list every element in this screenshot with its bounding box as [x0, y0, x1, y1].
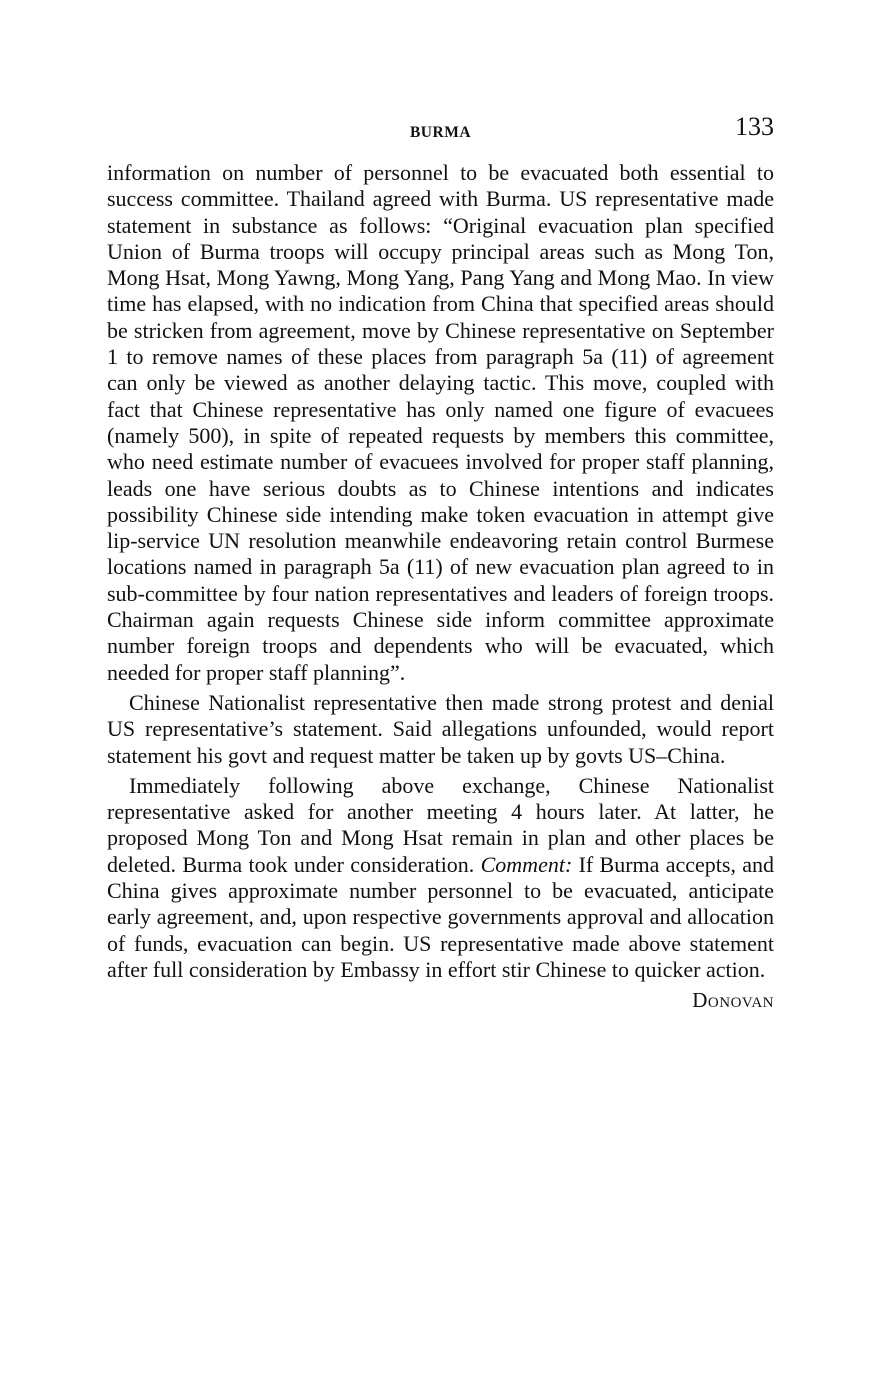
paragraph-3-text-before: Immediately following above exchange, Chinese Nationalist representative asked for another meeting 4 hours later. At latter, he proposed Mong Ton and Mong Hsat remain in plan and other places be deleted. Burma took under consideration. — [107, 772, 774, 877]
running-head: BURMA — [409, 124, 472, 141]
paragraph-1: information on number of personnel to be evacuated both essential to success committee. Thailand agreed with Burma. US representative made statement in substance as follows: “Original evacuation plan specified Union of Burma troops will occupy principal areas such as Mong Ton, Mong Hsat, Mong Yawng, Mong Yang, Pang Yang and Mong Mao. In view time has elapsed, with no indication from China that specified areas should be stricken from agreement, move by Chinese representative on September 1 to remove names of these places from paragraph 5a (11) of agreement can only be viewed as another delaying tactic. This move, coupled with fact that Chinese representative has only named one figure of evacuees (namely 500), in spite of repeated requests by members this committee, who need estimate number of evacuees involved for proper staff planning, leads one have serious doubts as to Chinese intentions and indicates possibility Chinese side intending make token evacuation in attempt give lip-service UN resolution meanwhile endeavoring retain control Burmese locations named in paragraph 5a (11) of new evacuation plan agreed to in sub-committee by four nation representatives and leaders of foreign troops. Chairman again requests Chinese side inform committee approximate number foreign troops and dependents who will be evacuated, which needed for proper staff planning”. — [107, 160, 774, 685]
paragraph-2: Chinese Nationalist representative then made strong protest and denial US representative’s statement. Said allegations unfounded, would report statement his govt and request matter be taken up by govts US–China. — [107, 689, 774, 768]
paragraph-3-text-after: If Burma accepts, and China gives approximate number personnel to be evacuated, anticipate early agreement, and, upon respective governments approval and allocation of funds, evacuation can begin. US representative made above statement after full consideration by Embassy in effort stir Chinese to quicker action. — [107, 851, 775, 982]
paragraph-3 — [107, 773, 774, 983]
page-number: 133 — [735, 112, 774, 141]
comment-label: Comment: — [480, 851, 573, 877]
document-body — [107, 160, 774, 1013]
signature: Donovan — [692, 988, 774, 1013]
page-header — [107, 112, 774, 148]
